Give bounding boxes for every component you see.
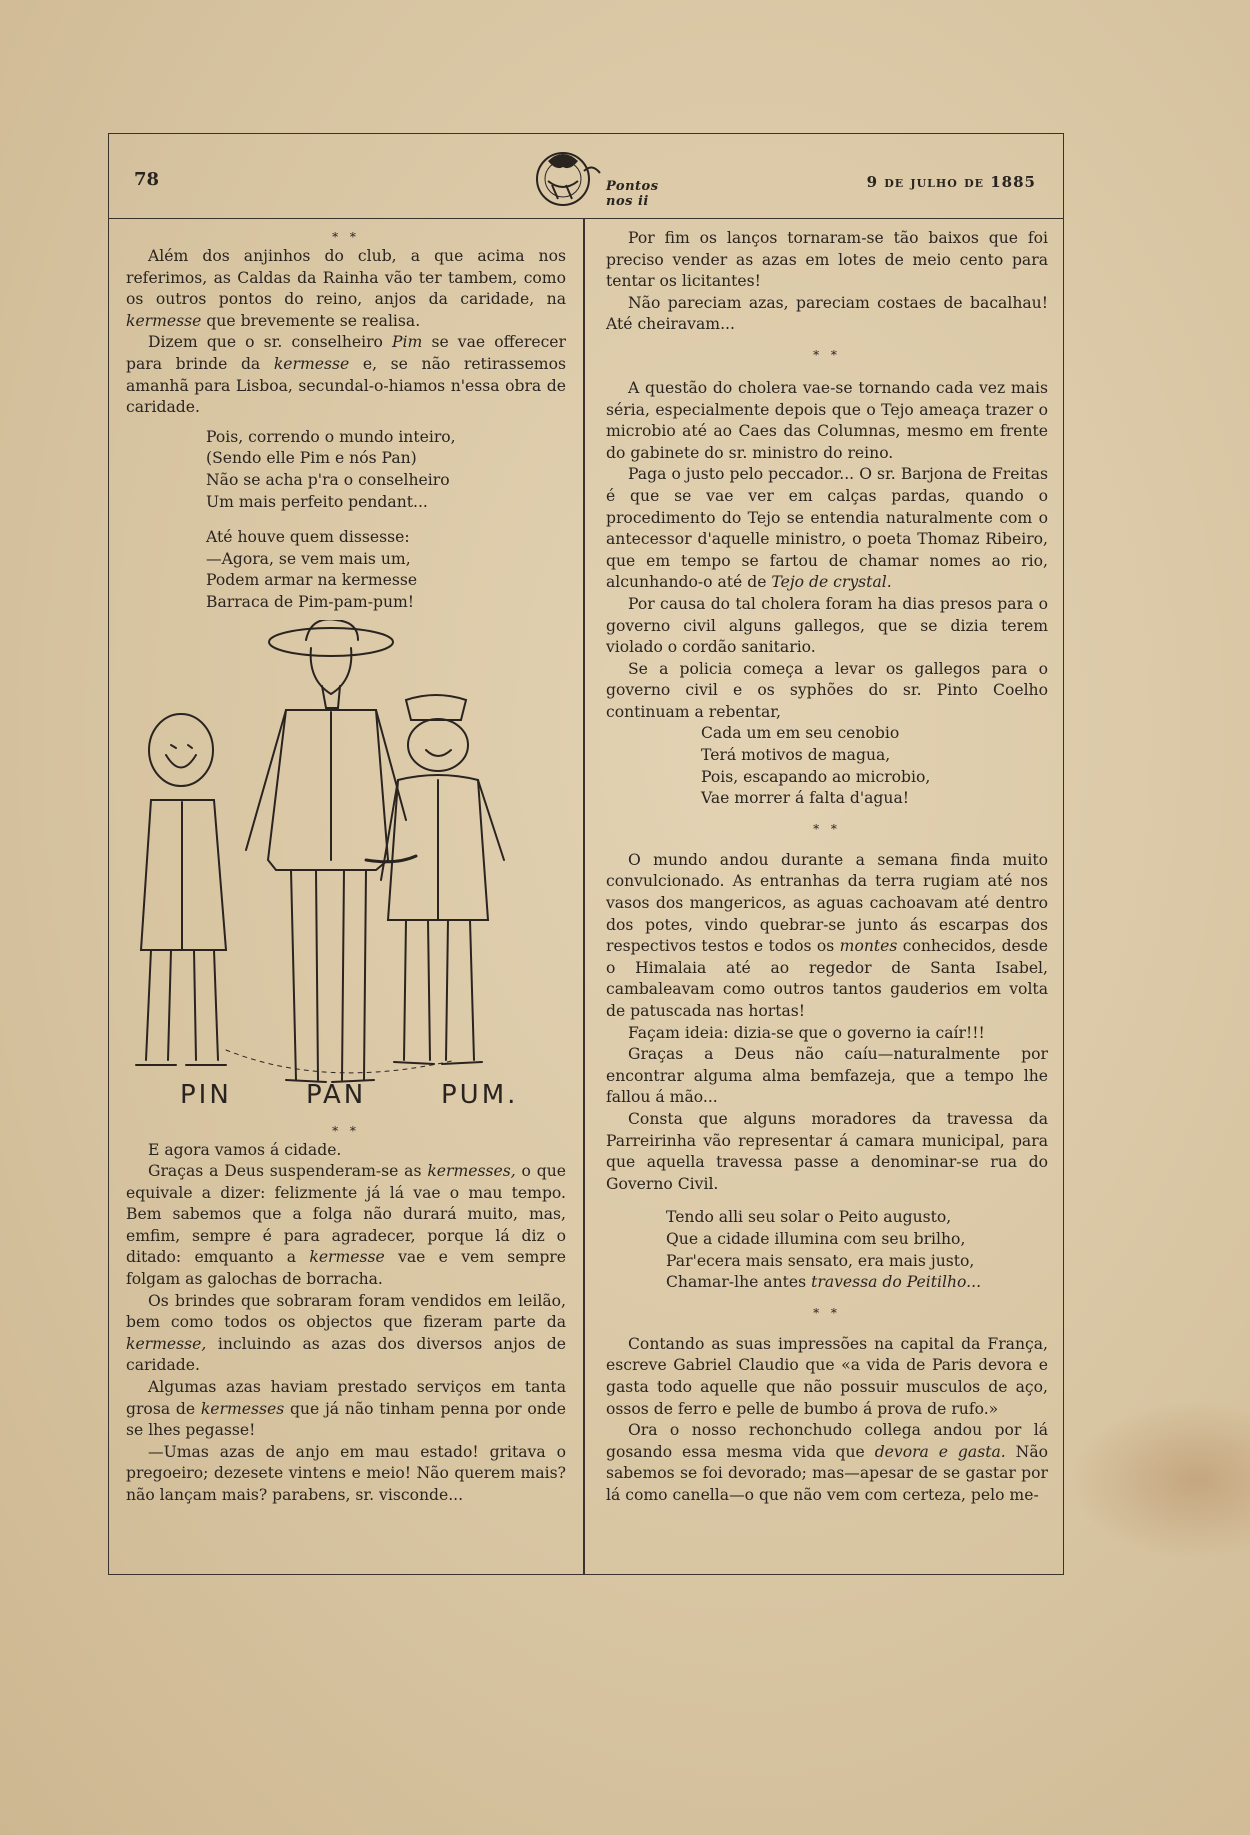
section-separator: * * bbox=[813, 821, 841, 836]
caption-pan: PAN bbox=[306, 1079, 367, 1110]
verse-line: Que a cidade illumina com seu brilho, bbox=[666, 1229, 966, 1248]
page-header bbox=[108, 133, 1064, 219]
verse-stanza bbox=[606, 723, 1048, 809]
paragraph: Ora o nosso rechonchudo collega andou por lá gosando essa mesma vida que devora e gasta. Não sabemos se foi devorado; mas—apesar de se gastar por lá como canella—o que não vem com certeza, pelo me- bbox=[606, 1421, 1049, 1504]
three-figures-illustration bbox=[126, 620, 566, 1120]
paragraph: Dizem que o sr. conselheiro Pim se vae offerecer para brinde da kermesse e, se não retirassemos amanhã para Lisboa, secundal-o-hiamos n'essa obra de caridade. bbox=[126, 333, 566, 417]
paragraph: Contando as suas impressões na capital da França, escreve Gabriel Claudio que «a vida de Paris devora e gasta todo aquelle que não possuir musculos de aço, ossos de ferro e pelle de bumbo á prova de rufo.» bbox=[606, 1334, 1048, 1418]
paper-stain bbox=[1070, 1400, 1250, 1560]
section-separator: * * bbox=[813, 1305, 841, 1320]
paragraph: Não pareciam azas, pareciam costaes de bacalhau! Até cheiravam... bbox=[606, 293, 1048, 334]
verse-line: Pois, escapando ao microbio, bbox=[701, 767, 931, 786]
paragraph: Por fim os lanços tornaram-se tão baixos que foi preciso vender as azas em lotes de meio cento para tentar os licitantes! bbox=[606, 229, 1048, 291]
paragraph: Se a policia começa a levar os gallegos para o governo civil e os syphões do sr. Pinto Coelho continuam a rebentar, bbox=[606, 659, 1048, 721]
section-separator: * * bbox=[332, 230, 360, 244]
column-divider bbox=[583, 219, 585, 1575]
paragraph: Consta que alguns moradores da travessa da Parreirinha vão representar á camara municipal, para que aquella travessa passe a denominar-se rua do Governo Civil. bbox=[606, 1109, 1048, 1193]
cartoon-illustration bbox=[126, 620, 566, 1120]
verse-line: Tendo alli seu solar o Peito augusto, bbox=[666, 1208, 952, 1227]
verse-line: Chamar-lhe antes travessa do Peitilho... bbox=[666, 1273, 982, 1292]
paragraph: E agora vamos á cidade. bbox=[148, 1140, 342, 1159]
paragraph: A questão do cholera vae-se tornando cada vez mais séria, especialmente depois que o Tejo ameaça trazer o microbio até ao Caes das Columnas, mesmo em frente do gabinete do sr. ministro do reino. bbox=[606, 378, 1048, 462]
verse-line: (Sendo elle Pim e nós Pan) bbox=[206, 449, 417, 468]
verse-line: Não se acha p'ra o conselheiro bbox=[206, 470, 450, 489]
masthead-logo bbox=[518, 141, 668, 211]
paragraph: Graças a Deus não caíu—naturalmente por encontrar alguma alma bemfazeja, que a tempo lhe fallou á mão... bbox=[606, 1045, 1048, 1107]
paragraph: Além dos anjinhos do club, a que acima nos referimos, as Caldas da Rainha vão ter tambem, como os outros pontos do reino, anjos da caridade, na kermesse que brevemente se realisa. bbox=[126, 247, 566, 330]
issue-date: 9 de julho de 1885 bbox=[866, 173, 1036, 191]
caption-pum: PUM. bbox=[441, 1079, 519, 1110]
verse-line: Podem armar na kermesse bbox=[206, 571, 418, 590]
paragraph: Paga o justo pelo peccador... O sr. Barjona de Freitas é que se vae ver em calças pardas, quando o procedimento do Tejo se entendia naturalmente com o antecessor d'aquelle ministro, o poeta Thomaz Ribeiro, que em tempo se fartou de chamar nomes ao rio, alcunhando-o até de Tejo de crystal. bbox=[606, 465, 1048, 592]
verse-stanza bbox=[126, 427, 566, 513]
verse-line: Cada um em seu cenobio bbox=[701, 724, 900, 743]
verse-line: Um mais perfeito pendant... bbox=[206, 492, 428, 511]
paragraph: Graças a Deus suspenderam-se as kermesses, o que equivale a dizer: felizmente já lá vae o mau tempo. Bem sabemos que a folga não durará muito, mas, emfim, sempre é para agradecer, porque lá diz o ditado: emquanto a kermesse vae e vem sempre folgam as galochas de borracha. bbox=[126, 1162, 566, 1289]
paragraph: O mundo andou durante a semana finda muito convulcionado. As entranhas da terra rugiam até nos vasos dos mangericos, as aguas cachoavam até dentro dos potes, vindo quebrar-se junto ás escarpas dos respectivos testos e todos os montes conhecidos, desde o Himalaia até ao regedor de Santa Isabel, cambaleavam como outros tantos gauderios em volta de patuscada nas hortas! bbox=[606, 850, 1048, 1020]
paragraph: Por causa do tal cholera foram ha dias presos para o governo civil alguns gallegos, que se dizia terem violado o cordão sanitario. bbox=[606, 594, 1048, 657]
paragraph: Os brindes que sobraram foram vendidos em leilão, bem como todos os objectos que fizeram parte da kermesse, incluindo as azas dos diversos anjos de caridade. bbox=[126, 1291, 566, 1375]
masthead-title: Pontos nos ii bbox=[606, 179, 659, 209]
section-separator: * * bbox=[332, 1123, 360, 1138]
verse-line: Até houve quem dissesse: bbox=[206, 528, 410, 547]
caption-pin: PIN bbox=[180, 1079, 232, 1110]
section-separator: * * bbox=[813, 347, 841, 362]
verse-line: Terá motivos de magua, bbox=[701, 746, 891, 765]
verse-line: Vae morrer á falta d'agua! bbox=[701, 789, 910, 808]
paragraph: —Umas azas de anjo em mau estado! gritava o pregoeiro; dezesete vintens e meio! Não querem mais? não lançam mais? parabens, sr. visconde... bbox=[126, 1442, 566, 1504]
verse-line: Barraca de Pim-pam-pum! bbox=[206, 592, 415, 611]
verse-stanza bbox=[606, 1207, 1048, 1293]
verse-line: Pois, correndo o mundo inteiro, bbox=[206, 427, 456, 446]
left-column bbox=[126, 228, 566, 1507]
page-number: 78 bbox=[134, 169, 160, 190]
verse-line: —Agora, se vem mais um, bbox=[206, 549, 411, 568]
verse-line: Par'ecera mais sensato, era mais justo, bbox=[666, 1251, 975, 1270]
paragraph: Façam ideia: dizia-se que o governo ia caír!!! bbox=[628, 1023, 985, 1042]
right-column bbox=[606, 228, 1048, 1506]
paragraph: Algumas azas haviam prestado serviços em tanta grosa de kermesses que já não tinham penna por onde se lhes pegasse! bbox=[126, 1378, 566, 1440]
verse-stanza bbox=[126, 527, 566, 613]
